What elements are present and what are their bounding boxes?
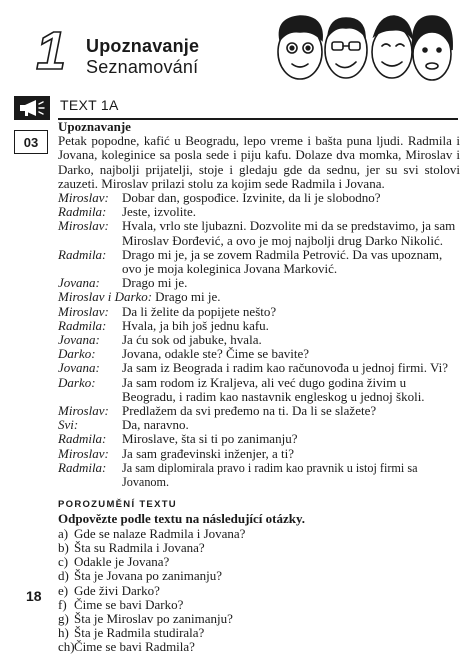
speaker: Miroslav: (58, 218, 109, 234)
utterance: Jovana, odakle ste? Čime se bavite? (122, 346, 309, 362)
section-label: TEXT 1A (60, 97, 119, 113)
question-text: Gde živi Darko? (74, 582, 160, 598)
speaker: Darko: (58, 346, 96, 362)
utterance: Predlažem da svi pređemo na ti. Da li se slažete? (122, 403, 377, 419)
dialogue-line (58, 333, 460, 347)
speaker: Darko: (58, 374, 96, 390)
question-item (58, 569, 460, 583)
question-item (58, 612, 460, 626)
speaker: Radmila: (58, 431, 107, 447)
question-text: Šta je Miroslav po zanimanju? (74, 610, 233, 626)
utterance: Jeste, izvolite. (122, 204, 197, 220)
speaker: Miroslav: (58, 190, 109, 206)
speaker: Miroslav: (58, 445, 109, 461)
question-text: Šta je Radmila studirala? (74, 625, 205, 641)
speaker: Svi: (58, 417, 79, 433)
dialogue-line (58, 248, 460, 276)
dialogue-line (58, 404, 460, 418)
chapter-title-serbian: Upoznavanje (86, 36, 200, 56)
dialogue-line (58, 447, 460, 461)
utterance: Ja sam iz Beograda i radim kao računovođa u jednoj firmi. Vi? (122, 360, 449, 376)
megaphone-icon (14, 96, 50, 120)
text-title: Upoznavanje (58, 119, 131, 134)
utterance: Miroslave, šta si ti po zanimanju? (122, 431, 298, 447)
question-label: d) (58, 568, 69, 584)
question-item (58, 555, 460, 569)
question-label: f) (58, 596, 67, 612)
question-item (58, 527, 460, 541)
question-item (58, 640, 460, 654)
question-text: Čime se bavi Darko? (74, 596, 184, 612)
utterance: Ja ću sok od jabuke, hvala. (122, 332, 262, 348)
speaker: Jovana: (58, 360, 100, 376)
utterance: Dobar dan, gospođice. Izvinite, da li je slobodno? (122, 190, 381, 206)
speaker: Radmila: (58, 204, 107, 220)
speaker: Miroslav: (58, 303, 109, 319)
comprehension-instruction: Odpovězte podle textu na následující otázky. (58, 511, 306, 527)
speaker: Miroslav i Darko: (58, 289, 153, 305)
question-text: Čime se bavi Radmila? (74, 639, 195, 655)
question-label: e) (58, 582, 69, 598)
utterance: Ja sam građevinski inženjer, a ti? (122, 445, 295, 461)
page-number: 18 (26, 588, 42, 604)
utterance: Ja sam rodom iz Kraljeva, ali već dugo godina živim u Beogradu, i radim kao nastavnik engleskog u jednoj školi. (122, 374, 425, 404)
dialogue-line (58, 191, 460, 205)
speaker: Jovana: (58, 275, 100, 291)
question-label: h) (58, 625, 69, 641)
comprehension-title: POROZUMĚNÍ TEXTU (58, 499, 177, 511)
dialogue-line (58, 276, 460, 290)
text-intro: Petak popodne, kafić u Beogradu, lepo vreme i bašta puna ljudi. Radmila i Jovana, koleginice sa posla sede i piju kafu. Dolaze dva momka, Miroslav i Darko, najbolji prijatelji, stoje i gledaju gde da sednu, jer su svi stolovi zauzeti. Miroslav prilazi stolu za kojim sede Radmila i Jovana. (58, 133, 460, 191)
reading-text (58, 120, 460, 655)
speaker: Miroslav: (58, 403, 109, 419)
question-text: Gde se nalaze Radmila i Jovana? (74, 525, 246, 541)
question-text: Šta je Jovana po zanimanju? (74, 568, 223, 584)
question-item (58, 541, 460, 555)
speaker: Jovana: (58, 332, 100, 348)
utterance: Da, naravno. (122, 417, 189, 433)
dialogue-line (58, 361, 460, 375)
question-text: Šta su Radmila i Jovana? (74, 539, 205, 555)
utterance: Drago mi je. (155, 289, 221, 305)
utterance: Ja sam diplomirala pravo i radim kao pravnik u istoj firmi sa Jovanom. (122, 460, 418, 490)
utterance: Drago mi je, ja se zovem Radmila Petrović. Da vas upoznam, ovo je moja koleginica Jovana Marković. (122, 246, 443, 277)
dialogue-line (58, 290, 460, 304)
chapter-title-czech: Seznamování (86, 57, 199, 77)
dialogue-line (58, 305, 460, 319)
question-label: a) (58, 525, 69, 541)
question-label: ch) (58, 639, 75, 655)
speaker: Radmila: (58, 317, 107, 333)
dialogue-line (58, 319, 460, 333)
utterance: Hvala, ja bih još jednu kafu. (122, 317, 269, 333)
question-label: c) (58, 554, 69, 570)
dialogue-line (58, 376, 460, 404)
utterance: Drago mi je. (122, 275, 188, 291)
dialogue-line (58, 347, 460, 361)
dialogue-line (58, 432, 460, 446)
dialogue-line (58, 461, 460, 489)
question-label: b) (58, 539, 69, 555)
speaker: Radmila: (58, 246, 107, 262)
utterance: Da li želite da popijete nešto? (122, 303, 277, 319)
faces-illustration (270, 6, 456, 92)
utterance: Hvala, vrlo ste ljubazni. Dozvolite mi da se predstavimo, ja sam Miroslav Đorđević, a ovo je moj najbolji drug Darko Nikolić. (122, 218, 456, 248)
dialogue-line (58, 219, 460, 247)
speaker: Radmila: (58, 459, 107, 475)
dialogue-line (58, 418, 460, 432)
dialogue-line (58, 205, 460, 219)
question-item (58, 584, 460, 598)
question-item (58, 626, 460, 640)
question-label: g) (58, 610, 69, 626)
audio-track-badge: 03 (14, 130, 48, 154)
question-item (58, 598, 460, 612)
chapter-number: 1 (36, 21, 67, 81)
question-text: Odakle je Jovana? (74, 554, 170, 570)
